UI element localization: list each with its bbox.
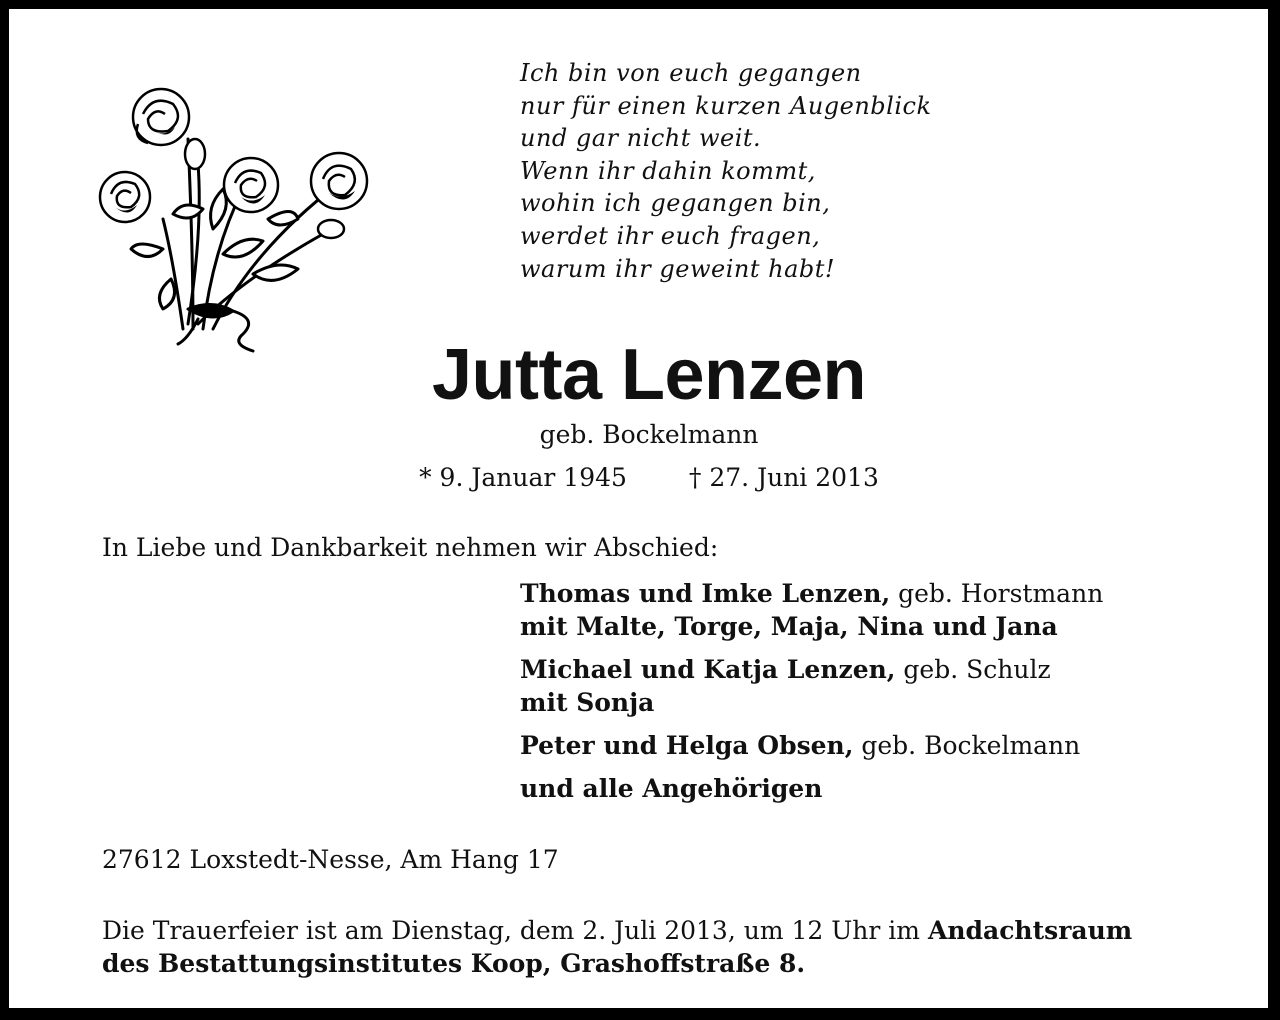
poem <box>520 57 932 285</box>
mourner-name: Thomas und Imke Lenzen, <box>520 579 891 608</box>
mourner-entry <box>520 729 1103 762</box>
service-line-1 <box>102 914 1212 947</box>
poem-line: Ich bin von euch gegangen <box>520 59 862 87</box>
mourner-entry <box>520 653 1103 686</box>
family-address: 27612 Loxstedt-Nesse, Am Hang 17 <box>102 845 559 874</box>
mourner-name: Michael und Katja Lenzen, <box>520 655 896 684</box>
mourner-name: Peter und Helga Obsen, <box>520 731 854 760</box>
death-date: † 27. Juni 2013 <box>688 463 879 492</box>
funeral-service-info <box>102 914 1212 980</box>
relatives-line: und alle Angehörigen <box>520 774 823 803</box>
poem-line: nur für einen kurzen Augenblick <box>520 91 932 120</box>
poem-line: warum ihr geweint habt! <box>520 254 836 283</box>
mourner-note: geb. Bockelmann <box>853 731 1081 760</box>
poem-line: und gar nicht weit. <box>520 124 762 153</box>
rose-bouquet-icon <box>93 79 383 359</box>
mourners-list <box>520 577 1103 805</box>
service-text: Die Trauerfeier ist am Dienstag, dem 2. Juli 2013, um 12 Uhr im <box>102 916 928 945</box>
life-dates <box>9 461 1280 495</box>
maiden-name: geb. Bockelmann <box>539 420 759 449</box>
service-location-1: Andachtsraum <box>927 916 1133 945</box>
mourner-with: mit Malte, Torge, Maja, Nina und Jana <box>520 612 1058 641</box>
birth-date: * 9. Januar 1945 <box>419 463 627 492</box>
mourner-with: mit Sonja <box>520 688 655 717</box>
poem-line: Wenn ihr dahin kommt, <box>520 156 816 185</box>
farewell-intro: In Liebe und Dankbarkeit nehmen wir Abschied: <box>102 533 719 562</box>
mourner-entry <box>520 577 1103 610</box>
service-location-2: des Bestattungsinstitutes Koop, Grashoffstraße 8. <box>102 949 806 978</box>
mourner-note: geb. Schulz <box>895 655 1051 684</box>
deceased-name: Jutta Lenzen <box>431 335 867 415</box>
poem-line: wohin ich gegangen bin, <box>520 189 831 218</box>
mourner-note: geb. Horstmann <box>890 579 1104 608</box>
poem-line: werdet ihr euch fragen, <box>520 221 821 250</box>
